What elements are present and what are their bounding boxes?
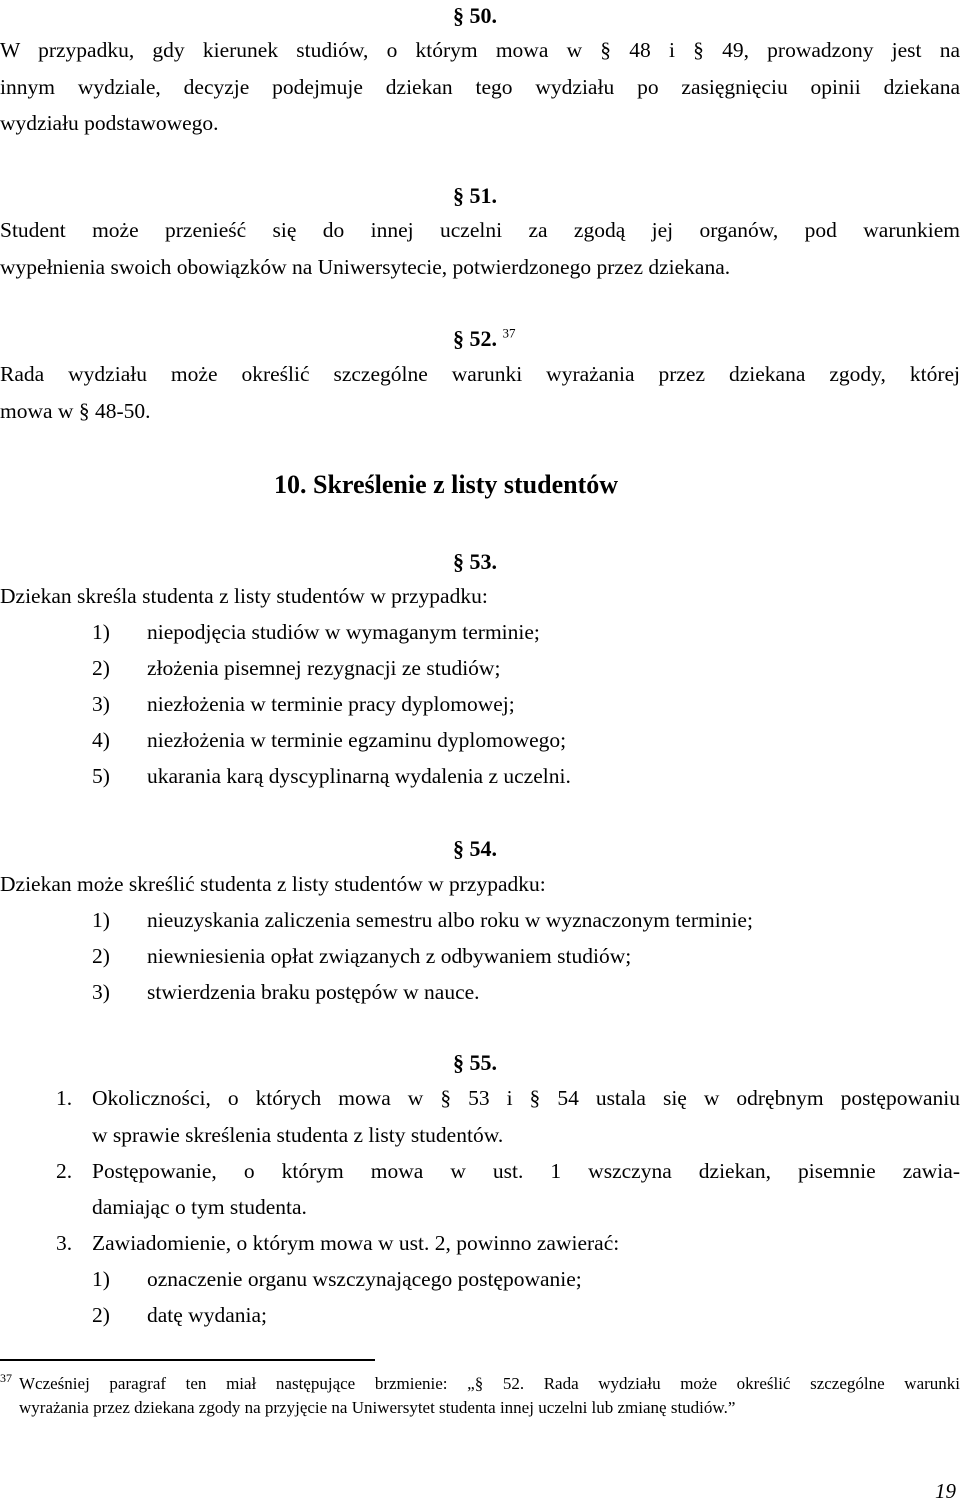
list-item-number: 5) [92,764,110,788]
footnote [0,1372,960,1420]
point-text-line: damiając o tym studenta. [92,1195,307,1219]
list-item-text: niezłożenia w terminie egzaminu dyplomowego; [147,728,567,752]
list-item-number: 2) [92,944,110,968]
list-item-number: 1) [92,908,110,932]
point-number: 2. [56,1159,73,1183]
paragraph-50-text [0,32,960,142]
list-item-text: niezłożenia w terminie pracy dyplomowej; [147,692,515,716]
footnote-number: 37 [0,1371,12,1385]
footnote-line: wyrażania przez dziekana zgody na przyjęcie na Uniwersytet studenta innej uczelni lub zmianę studiów.” [19,1398,736,1417]
list-item-number: 1) [92,1267,110,1291]
list-item-number: 2) [92,1303,110,1327]
text-line: Student może przenieść się do innej uczelni za zgodą jej organów, pod warunkiem [0,218,960,242]
text-line: wypełnienia swoich obowiązków na Uniwersytecie, potwierdzonego przez dziekana. [0,254,731,279]
text-line: W przypadku, gdy kierunek studiów, o którym mowa w § 48 i § 49, prowadzony jest na [0,38,960,62]
paragraph-50-heading: § 50. [453,3,497,28]
list-item-number: 3) [92,980,110,1004]
footnote-reference[interactable]: 37 [502,325,516,341]
footnote-separator [0,1359,375,1361]
text-line: wydziału podstawowego. [0,111,219,135]
point-number: 1. [56,1086,73,1110]
list-item-number: 4) [92,728,110,752]
list-item-text: niewniesienia opłat związanych z odbywaniem studiów; [147,944,632,968]
list-item-text: nieuzyskania zaliczenia semestru albo roku w wyznaczonym terminie; [147,908,753,932]
paragraph-52-number: § 52. [453,326,497,351]
paragraph-53-intro: Dziekan skreśla studenta z listy studentów w przypadku: [0,584,488,608]
paragraph-53-heading: § 53. [453,549,497,574]
point-number: 3. [56,1231,73,1255]
list-item-text: oznaczenie organu wszczynającego postępowanie; [147,1267,582,1291]
paragraph-54-intro: Dziekan może skreślić studenta z listy studentów w przypadku: [0,872,546,896]
chapter-heading: 10. Skreślenie z listy studentów [274,470,619,499]
list-item-number: 3) [92,692,110,716]
page-number: 19 [935,1479,956,1503]
list-item-number: 2) [92,656,110,680]
text-line: mowa w § 48-50. [0,398,151,423]
footnote-line: Wcześniej paragraf ten miał następujące brzmienie: „§ 52. Rada wydziału może określić szczególne warunki [19,1374,960,1393]
text-line: Rada wydziału może określić szczególne warunki wyrażania przez dziekana zgody, której [0,362,960,386]
paragraph-52-text [0,356,960,429]
paragraph-54-heading: § 54. [453,836,497,861]
list-item-text: stwierdzenia braku postępów w nauce. [147,980,480,1004]
paragraph-51-text [0,212,960,285]
point-text-line: w sprawie skreślenia studenta z listy studentów. [92,1123,504,1147]
list-item-text: niepodjęcia studiów w wymaganym terminie; [147,620,540,644]
list-item-text: datę wydania; [147,1303,267,1327]
text-line: innym wydziale, decyzje podejmuje dziekan tego wydziału po zasięgnięciu opinii dziekana [0,74,960,99]
point-text-line: Zawiadomienie, o którym mowa w ust. 2, powinno zawierać: [92,1231,620,1255]
paragraph-51-heading: § 51. [453,183,497,208]
list-item-text: ukarania karą dyscyplinarną wydalenia z uczelni. [147,764,571,788]
list-item-number: 1) [92,620,110,644]
paragraph-55-heading: § 55. [453,1050,497,1075]
point-text-line: Okoliczności, o których mowa w § 53 i § 54 ustala się w odrębnym postępowaniu [92,1086,960,1110]
list-item-text: złożenia pisemnej rezygnacji ze studiów; [147,656,501,680]
paragraph-52-heading [453,325,516,353]
point-text-line: Postępowanie, o którym mowa w ust. 1 wszczyna dziekan, pisemnie zawia- [92,1159,960,1183]
